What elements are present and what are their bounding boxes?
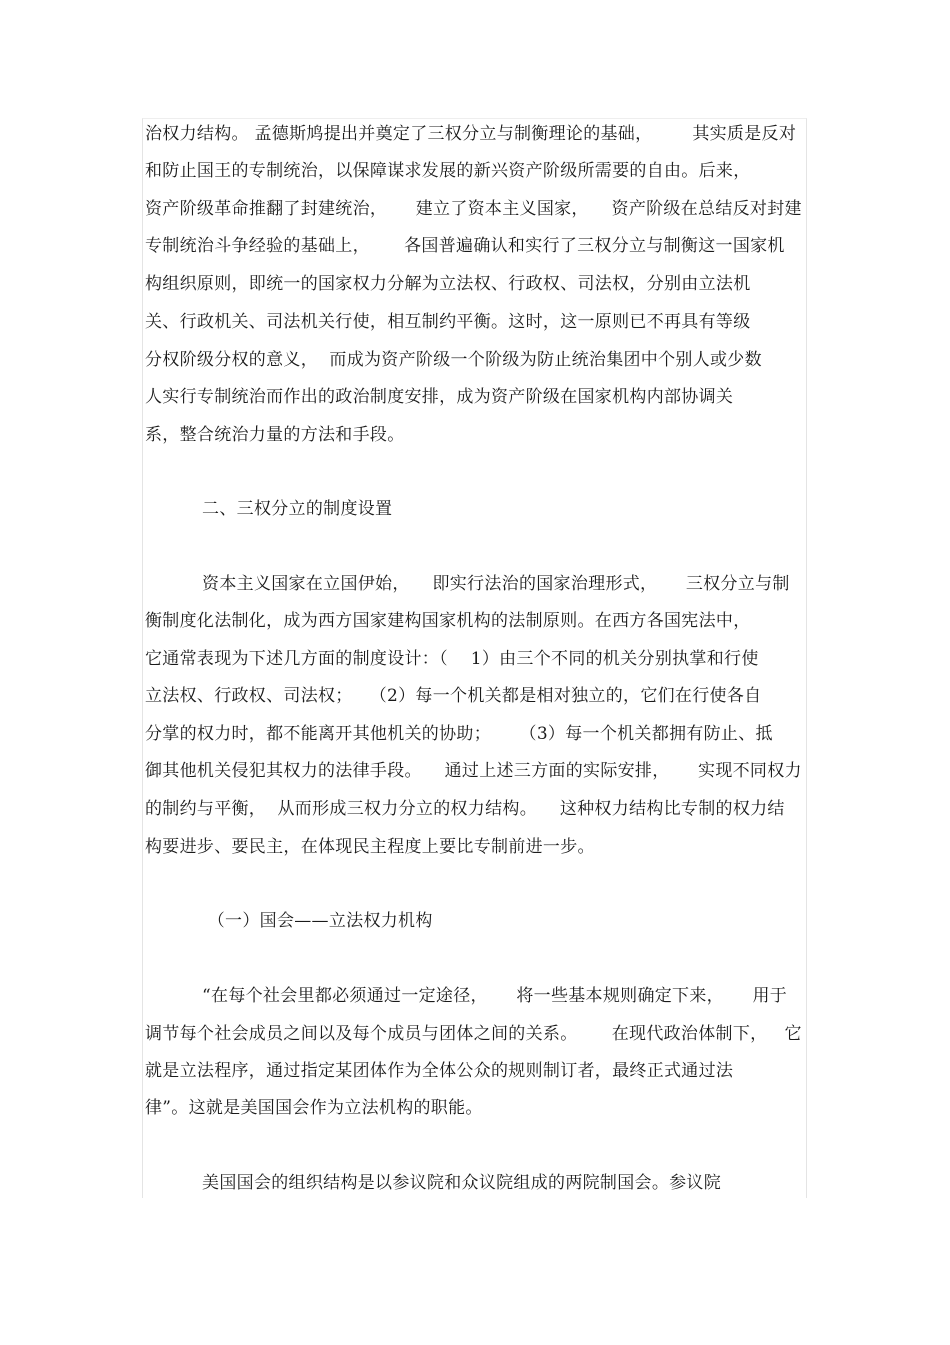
- paragraph-line: 专制统治斗争经验的基础上， 各国普遍确认和实行了三权分立与制衡这一国家机: [145, 236, 785, 256]
- paragraph-line: 分权阶级分权的意义， 而成为资产阶级一个阶级为防止统治集团中个别人或少数: [145, 350, 762, 370]
- paragraph-line: 关、行政机关、司法机关行使，相互制约平衡。这时，这一原则已不再具有等级: [145, 312, 751, 332]
- section-heading: 二、三权分立的制度设置: [145, 499, 393, 519]
- paragraph-line: 系，整合统治力量的方法和手段。: [145, 425, 405, 445]
- paragraph-line: 美国国会的组织结构是以参议院和众议院组成的两院制国会。参议院: [145, 1173, 722, 1193]
- paragraph-line: 衡制度化法制化，成为西方国家建构国家机构的法制原则。在西方各国宪法中，: [145, 611, 751, 631]
- paragraph-line: 调节每个社会成员之间以及每个成员与团体之间的关系。 在现代政治体制下， 它: [145, 1024, 802, 1044]
- paragraph-line: 和防止国王的专制统治，以保障谋求发展的新兴资产阶级所需要的自由。后来，: [145, 161, 751, 181]
- paragraph-line: 御其他机关侵犯其权力的法律手段。 通过上述三方面的实际安排， 实现不同权力: [145, 761, 802, 781]
- paragraph-line: 人实行专制统治而作出的政治制度安排，成为资产阶级在国家机构内部协调关: [145, 387, 734, 407]
- paragraph-line: 的制约与平衡， 从而形成三权力分立的权力结构。 这种权力结构比专制的权力结: [145, 799, 785, 819]
- paragraph-line: 构要进步、要民主，在体现民主程度上要比专制前进一步。: [145, 837, 595, 857]
- paragraph-line: 资本主义国家在立国伊始， 即实行法治的国家治理形式， 三权分立与制: [145, 574, 790, 594]
- paragraph-line: 就是立法程序，通过指定某团体作为全体公众的规则制订者，最终正式通过法: [145, 1061, 734, 1081]
- paragraph-line: 治权力结构。 孟德斯鸠提出并奠定了三权分立与制衡理论的基础， 其实质是反对: [145, 124, 797, 144]
- paragraph-line: 它通常表现为下述几方面的制度设计：（ 1）由三个不同的机关分别执掌和行使: [145, 649, 759, 669]
- paragraph-line: 资产阶级革命推翻了封建统治， 建立了资本主义国家， 资产阶级在总结反对封建: [145, 199, 802, 219]
- paragraph-line: “在每个社会里都必须通过一定途径， 将一些基本规则确定下来， 用于: [145, 986, 788, 1006]
- paragraph-line: 律”。这就是美国国会作为立法机构的职能。: [145, 1098, 483, 1118]
- paragraph-line: 构组织原则，即统一的国家权力分解为立法权、行政权、司法权，分别由立法机: [145, 274, 751, 294]
- paragraph-line: 分掌的权力时，都不能离开其他机关的协助； （3）每一个机关都拥有防止、抵: [145, 724, 773, 744]
- paragraph-line: 立法权、行政权、司法权； （2）每一个机关都是相对独立的，它们在行使各自: [145, 686, 762, 706]
- subsection-heading: （一）国会——立法权力机构: [145, 911, 433, 931]
